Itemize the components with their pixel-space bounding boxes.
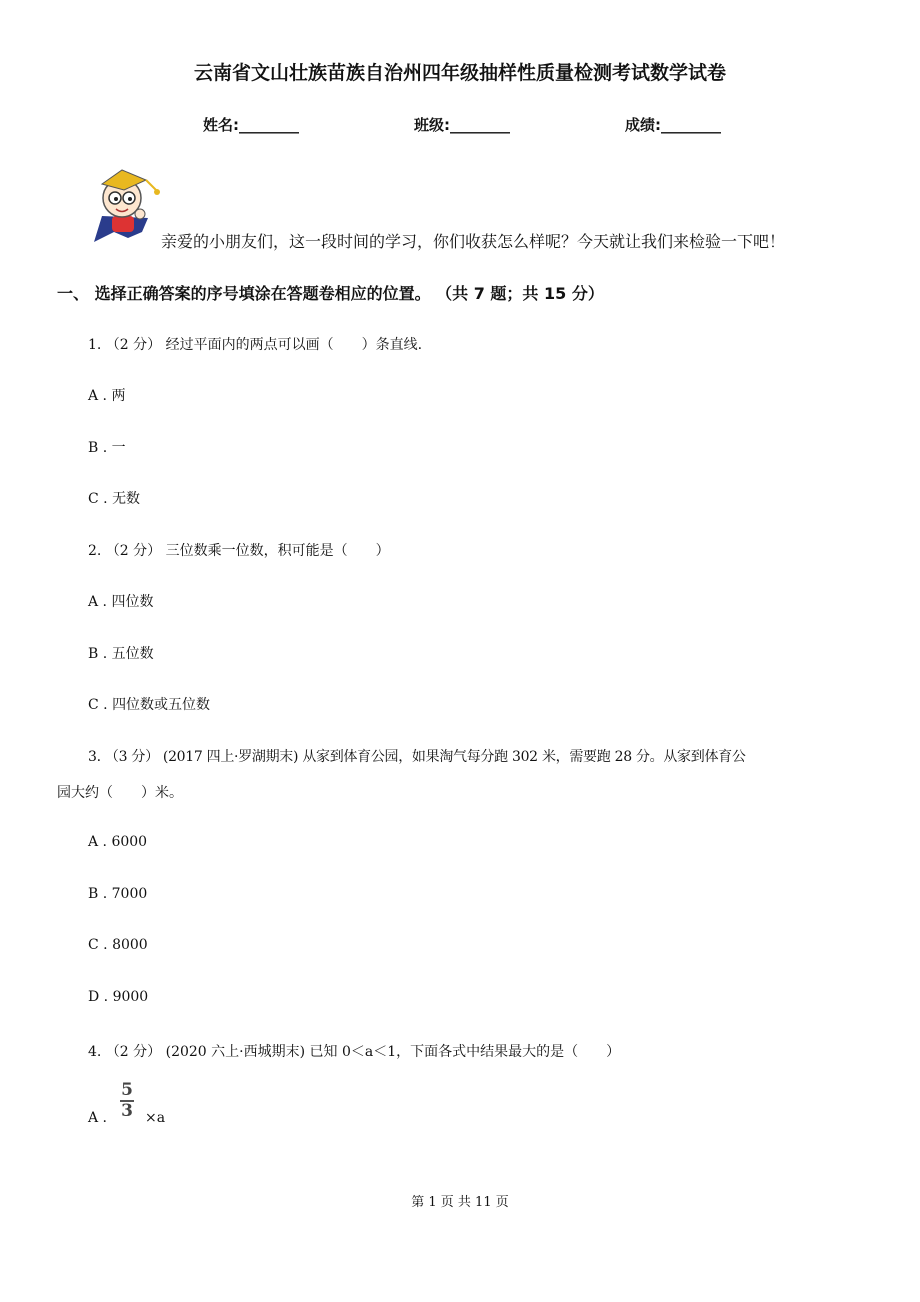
q3-option-b: B . 7000 [88, 886, 148, 902]
page-title: 云南省文山壮族苗族自治州四年级抽样性质量检测考试数学试卷 [193, 62, 726, 84]
question-3-line-2: 园大约（ ）米。 [57, 785, 183, 801]
question-3-line-1: 3. （3 分） (2017 四上·罗湖期末) 从家到体育公园，如果淘气每分跑 302 米，需要跑 28 分。从家到体育公 [88, 749, 746, 765]
q1-option-b: B . 一 [88, 440, 126, 456]
fraction-numerator: 5 [121, 1080, 133, 1100]
q3-option-a: A . 6000 [88, 834, 148, 850]
q3-option-c: C . 8000 [88, 937, 148, 953]
question-1: 1. （2 分） 经过平面内的两点可以画（ ）条直线. [88, 337, 423, 353]
greeting-text: 亲爱的小朋友们，这一段时间的学习，你们收获怎么样呢？今天就让我们来检验一下吧！ [161, 232, 786, 251]
class-field: 班级:________ [414, 116, 510, 134]
q1-option-c: C . 无数 [88, 491, 141, 507]
name-field: 姓名:________ [203, 116, 299, 134]
fraction-denominator: 3 [121, 1101, 133, 1121]
mascot-icon [88, 166, 166, 246]
q4-option-a-label: A . [88, 1110, 108, 1126]
question-2: 2. （2 分） 三位数乘一位数，积可能是（ ） [88, 543, 390, 559]
page-footer: 第 1 页 共 11 页 [411, 1195, 509, 1210]
q2-option-a: A . 四位数 [88, 594, 154, 610]
question-4: 4. （2 分） (2020 六上·西城期末) 已知 0＜a＜1，下面各式中结果最大的是（ ） [88, 1044, 621, 1060]
q2-option-c: C . 四位数或五位数 [88, 697, 211, 713]
q3-option-d: D . 9000 [88, 989, 149, 1005]
q4-option-a-suffix: ×a [145, 1110, 166, 1126]
q1-option-a: A . 两 [88, 388, 126, 404]
q4-option-a-fraction [120, 1082, 134, 1120]
section-heading: 一、 选择正确答案的序号填涂在答题卷相应的位置。 （共 7 题；共 15 分） [57, 284, 604, 303]
score-field: 成绩:________ [625, 116, 721, 134]
q2-option-b: B . 五位数 [88, 646, 154, 662]
